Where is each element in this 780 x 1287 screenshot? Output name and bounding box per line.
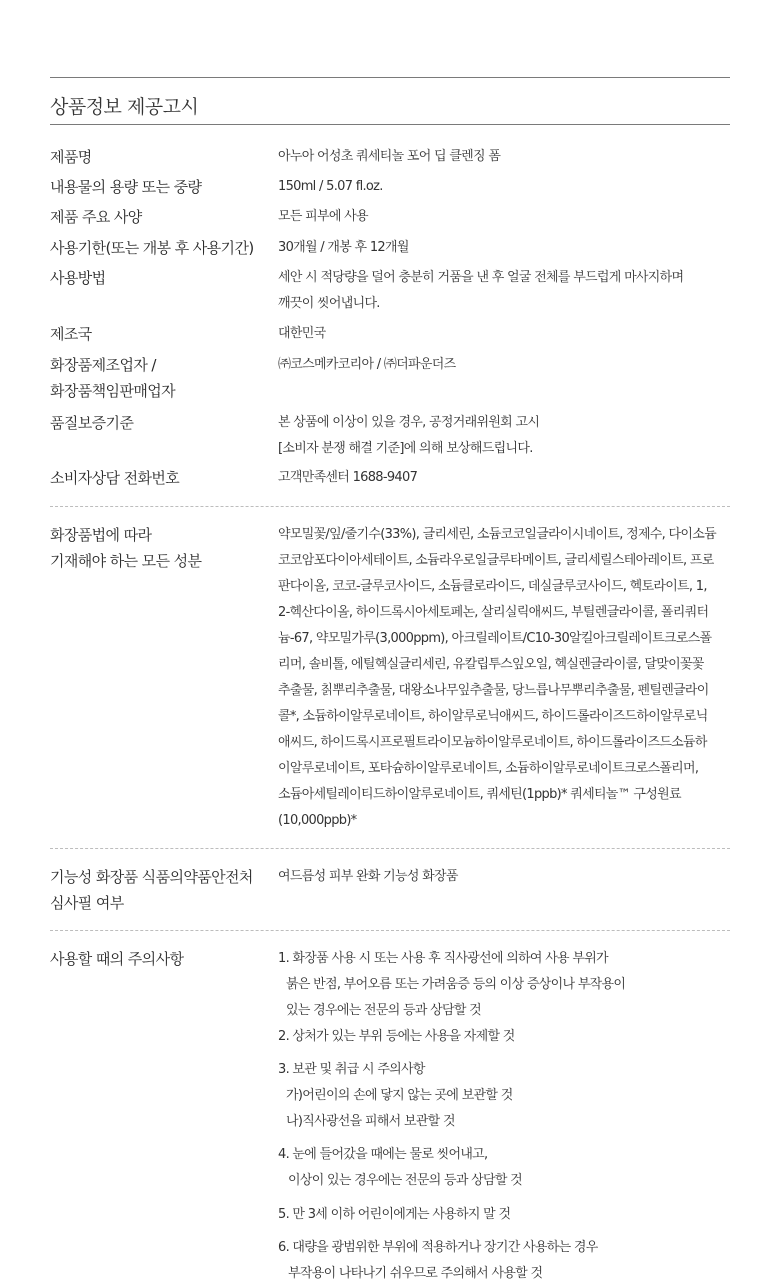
section-title: 상품정보 제공고시 bbox=[50, 96, 199, 118]
label-quality: 품질보증기준 bbox=[50, 414, 134, 432]
label-country: 제조국 bbox=[50, 325, 92, 343]
caution-line: 3. 보관 및 취급 시 주의사항 bbox=[278, 1062, 425, 1077]
value-functional bbox=[278, 864, 734, 890]
value-quality bbox=[278, 410, 734, 462]
value-line: 깨끗이 씻어냅니다. bbox=[278, 296, 380, 311]
label-line: 기능성 화장품 식품의약품안전처 bbox=[50, 868, 253, 886]
caution-item-2 bbox=[278, 1024, 734, 1050]
label-functional bbox=[50, 864, 253, 916]
value-expiry bbox=[278, 235, 734, 261]
caution-line: 있는 경우에는 전문의 등과 상담할 것 bbox=[286, 1003, 482, 1018]
caution-line: 2. 상처가 있는 부위 등에는 사용을 자제할 것 bbox=[278, 1029, 515, 1044]
value-line: 아누아 어성초 쿼세티놀 포어 딥 클렌징 폼 bbox=[278, 149, 501, 164]
ingredient-line: (10,000ppb)* bbox=[278, 813, 357, 828]
value-line: 본 상품에 이상이 있을 경우, 공정거래위원회 고시 bbox=[278, 415, 540, 430]
caution-line: 이상이 있는 경우에는 전문의 등과 상담할 것 bbox=[288, 1173, 523, 1188]
ingredient-line: 콜*, 소듐하이알루로네이트, 하이알루로닉애씨드, 하이드롤라이즈드하이알루로닉 bbox=[278, 709, 708, 724]
caution-line: 5. 만 3세 이하 어린이에게는 사용하지 말 것 bbox=[278, 1207, 511, 1222]
value-volume bbox=[278, 174, 734, 200]
section-divider bbox=[50, 848, 730, 849]
value-line: 고객만족센터 1688-9407 bbox=[278, 470, 418, 485]
caution-line: 붉은 반점, 부어오름 또는 가려움증 등의 이상 증상이나 부작용이 bbox=[286, 977, 626, 992]
caution-item-6 bbox=[278, 1235, 734, 1287]
label-line: 화장품제조업자 / bbox=[50, 356, 156, 374]
label-specs: 제품 주요 사양 bbox=[50, 208, 142, 226]
ingredient-line: 2-헥산다이올, 하이드록시아세토페논, 살리실릭애씨드, 부틸렌글라이콜, 폴리쿼터 bbox=[278, 605, 709, 620]
ingredient-line: 추출물, 칡뿌리추출물, 대왕소나무잎추출물, 당느릅나무뿌리추출물, 펜틸렌글라이 bbox=[278, 683, 709, 698]
section-divider bbox=[50, 506, 730, 507]
value-line: 150ml / 5.07 fl.oz. bbox=[278, 179, 383, 194]
label-line: 기재해야 하는 모든 성분 bbox=[50, 552, 202, 570]
label-usage: 사용방법 bbox=[50, 269, 106, 287]
ingredient-line: 늄-67, 약모밀가루(3,000ppm), 아크릴레이트/C10-30알킬아크릴레이트크로스폴 bbox=[278, 631, 712, 646]
caution-item-3 bbox=[278, 1057, 734, 1135]
caution-item-5 bbox=[278, 1202, 734, 1228]
label-volume: 내용물의 용량 또는 중량 bbox=[50, 178, 202, 196]
label-ingredients bbox=[50, 522, 201, 574]
label-manufacturer bbox=[50, 352, 175, 404]
value-line: 30개월 / 개봉 후 12개월 bbox=[278, 240, 409, 255]
top-divider bbox=[50, 77, 730, 78]
label-line: 화장품책임판매업자 bbox=[50, 382, 176, 400]
caution-line: 4. 눈에 들어갔을 때에는 물로 씻어내고, bbox=[278, 1147, 488, 1162]
label-expiry: 사용기한(또는 개봉 후 사용기간) bbox=[50, 239, 254, 257]
value-line: [소비자 분쟁 해결 기준]에 의해 보상해드립니다. bbox=[278, 441, 533, 456]
caution-line: 부작용이 나타나기 쉬우므로 주의해서 사용할 것 bbox=[288, 1266, 543, 1281]
value-product-name bbox=[278, 144, 734, 170]
label-phone: 소비자상담 전화번호 bbox=[50, 469, 180, 487]
value-country bbox=[278, 321, 734, 347]
value-line: ㈜코스메카코리아 / ㈜더파운더즈 bbox=[278, 357, 456, 372]
value-ingredients bbox=[278, 522, 734, 834]
value-usage bbox=[278, 265, 734, 317]
value-line: 세안 시 적당량을 덜어 충분히 거품을 낸 후 얼굴 전체를 부드럽게 마사지하며 bbox=[278, 270, 684, 285]
caution-item-1 bbox=[278, 946, 734, 1024]
caution-line: 나)직사광선을 피해서 보관할 것 bbox=[286, 1114, 455, 1129]
title-divider bbox=[50, 124, 730, 125]
value-line: 여드름성 피부 완화 기능성 화장품 bbox=[278, 869, 458, 884]
ingredient-line: 코코암포다이아세테이트, 소듐라우로일글루타메이트, 글리세릴스테아레이트, 프로 bbox=[278, 553, 714, 568]
label-caution: 사용할 때의 주의사항 bbox=[50, 950, 184, 968]
value-line: 대한민국 bbox=[278, 326, 326, 341]
value-line: 모든 피부에 사용 bbox=[278, 209, 368, 224]
ingredient-line: 이알루로네이트, 포타슘하이알루로네이트, 소듐하이알루로네이트크로스폴리머, bbox=[278, 761, 699, 776]
caution-item-4 bbox=[278, 1142, 734, 1194]
ingredient-line: 리머, 솔비톨, 에틸헥실글리세린, 유칼립투스잎오일, 헥실렌글라이콜, 달맞이꽃꽃 bbox=[278, 657, 704, 672]
value-specs bbox=[278, 204, 734, 230]
caution-line: 1. 화장품 사용 시 또는 사용 후 직사광선에 의하여 사용 부위가 bbox=[278, 951, 608, 966]
value-manufacturer bbox=[278, 352, 734, 378]
ingredient-line: 약모밀꽃/잎/줄기수(33%), 글리세린, 소듐코코일글라이시네이트, 정제수, 다이소듐 bbox=[278, 527, 716, 542]
ingredient-line: 애씨드, 하이드록시프로필트라이모늄하이알루로네이트, 하이드롤라이즈드소듐하 bbox=[278, 735, 707, 750]
label-line: 화장품법에 따라 bbox=[50, 526, 152, 544]
ingredient-line: 소듐아세틸레이티드하이알루로네이트, 쿼세틴(1ppb)* 쿼세티놀™ 구성원료 bbox=[278, 787, 681, 802]
caution-line: 6. 대량을 광범위한 부위에 적용하거나 장기간 사용하는 경우 bbox=[278, 1240, 598, 1255]
label-line: 심사필 여부 bbox=[50, 894, 124, 912]
label-product-name: 제품명 bbox=[50, 148, 92, 166]
ingredient-line: 판다이올, 코코-글루코사이드, 소듐클로라이드, 데실글루코사이드, 헥토라이트, 1, bbox=[278, 579, 707, 594]
value-phone bbox=[278, 465, 734, 491]
section-divider bbox=[50, 930, 730, 931]
caution-line: 가)어린이의 손에 닿지 않는 곳에 보관할 것 bbox=[286, 1088, 513, 1103]
